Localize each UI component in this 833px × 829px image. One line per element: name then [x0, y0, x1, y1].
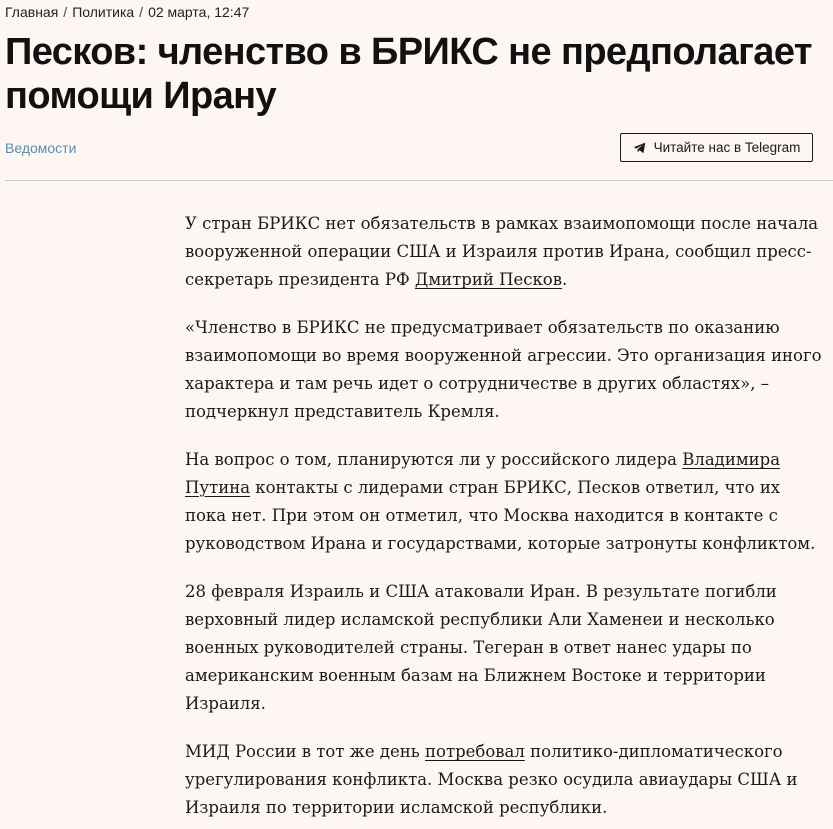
- news-link-demanded[interactable]: потребовал: [425, 742, 525, 761]
- article-paragraph: [185, 446, 825, 558]
- publish-date: 02 марта, 12:47: [148, 4, 250, 20]
- telegram-button[interactable]: [620, 133, 813, 162]
- breadcrumb: [5, 3, 249, 21]
- source-link[interactable]: Ведомости: [5, 140, 77, 156]
- article-paragraph: [185, 210, 825, 294]
- paragraph-text: У стран БРИКС нет обязательств в рамках взаимопомощи после начала вооруженной операции США и Израиля против Ирана, сообщил пресс-секретарь президента РФ: [185, 214, 819, 289]
- breadcrumb-separator: /: [63, 4, 68, 20]
- breadcrumb-separator: /: [139, 4, 144, 20]
- article-paragraph: «Членство в БРИКС не предусматривает обязательств по оказанию взаимопомощи во время вооруженной агрессии. Это организация иного характера и там речь идет о сотрудничестве в других областях», – подчеркнул представитель Кремля.: [185, 318, 822, 421]
- paper-plane-icon: [633, 142, 646, 154]
- header-divider: [5, 180, 833, 181]
- breadcrumb-home-link[interactable]: Главная: [5, 4, 59, 20]
- article-paragraph: 28 февраля Израиль и США атаковали Иран. В результате погибли верховный лидер исламской республики Али Хаменеи и несколько военных руководителей страны. Тегеран в ответ нанес удары по американским военным базам на Ближнем Востоке и территории Израиля.: [185, 582, 777, 713]
- article-title: Песков: членство в БРИКС не предполагает помощи Ирану: [5, 31, 812, 117]
- article-paragraph: [185, 738, 825, 822]
- breadcrumb-section-link[interactable]: Политика: [72, 4, 135, 20]
- person-link-peskov[interactable]: Дмитрий Песков: [414, 270, 563, 289]
- paragraph-text: МИД России в тот же день: [185, 742, 426, 761]
- paragraph-text: политико-дипломатического урегулирования конфликта. Москва резко осудила авиаудары США и Израиля по территории исламской республики.: [185, 742, 798, 817]
- paragraph-text: .: [562, 270, 568, 289]
- person-link-putin[interactable]: Владимира Путина: [185, 450, 781, 497]
- article-body: [185, 210, 825, 829]
- paragraph-text: контакты с лидерами стран БРИКС, Песков ответил, что их пока нет. При этом он отметил, что Москва находится в контакте с руководством Ирана и государствами, которые затронуты конфликтом.: [185, 478, 816, 553]
- paragraph-text: На вопрос о том, планируются ли у российского лидера: [185, 450, 683, 469]
- telegram-button-label: Читайте нас в Telegram: [653, 140, 801, 155]
